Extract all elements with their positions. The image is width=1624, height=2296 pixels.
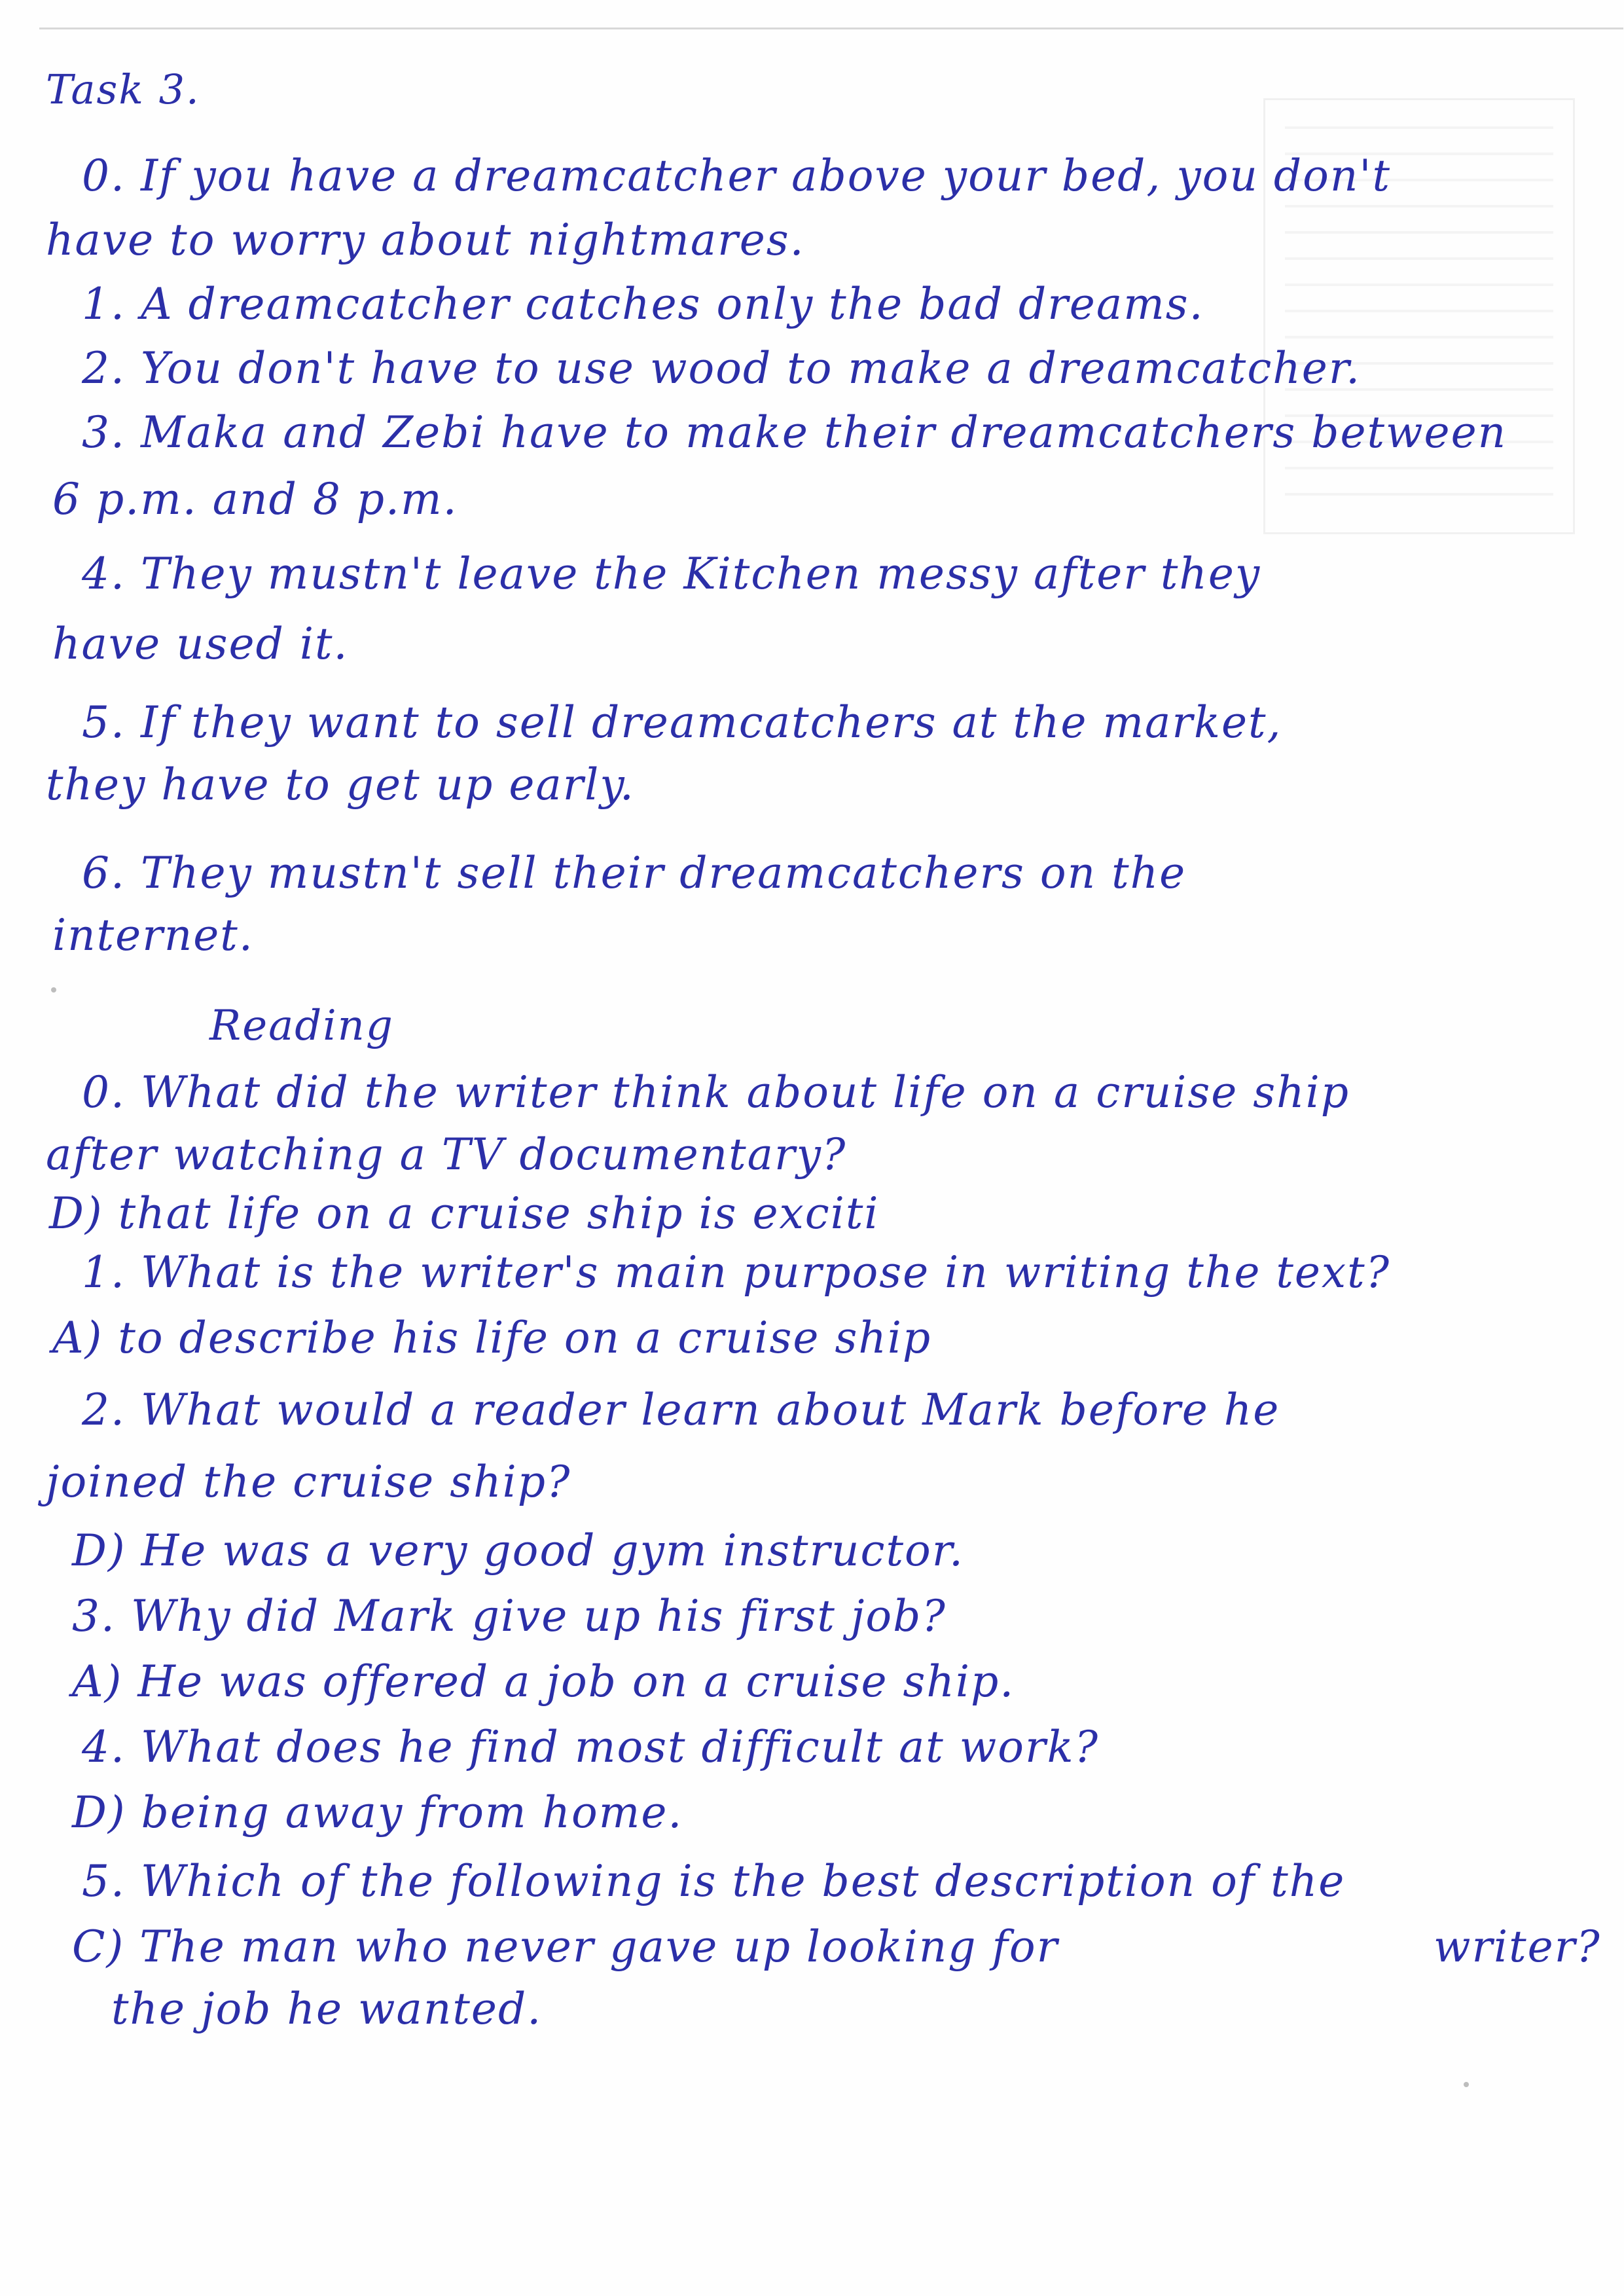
reading-line-1: 1. What is the writer's main purpose in writing the text? [82, 1247, 1391, 1298]
reading-line-2b: joined the cruise ship? [46, 1457, 571, 1507]
task-line-5a: 5. If they want to sell dreamcatchers at the market, [82, 697, 1282, 748]
reading-answer-2: D) He was a very good gym instructor. [72, 1525, 965, 1576]
reading-answer-4: D) being away from home. [72, 1787, 683, 1838]
task-title: Task 3. [46, 65, 200, 113]
reading-line-4: 4. What does he find most difficult at work? [82, 1722, 1099, 1772]
stray-dot [51, 987, 56, 993]
reading-answer-0: D) that life on a cruise ship is exciti [49, 1188, 880, 1239]
task-line-1: 1. A dreamcatcher catches only the bad dreams. [82, 279, 1204, 329]
task-line-0b: have to worry about nightmares. [46, 215, 805, 265]
reading-line-2a: 2. What would a reader learn about Mark before he [82, 1385, 1280, 1435]
reading-answer-5b: the job he wanted. [111, 1984, 543, 2034]
reading-line-0a: 0. What did the writer think about life on a cruise ship [82, 1067, 1350, 1118]
task-line-5b: they have to get up early. [46, 759, 635, 810]
task-line-0a: 0. If you have a dreamcatcher above your bed, you don't [82, 151, 1392, 201]
reading-heading: Reading [209, 1002, 394, 1050]
page-top-rule [39, 27, 1623, 29]
task-line-6a: 6. They mustn't sell their dreamcatchers on the [82, 848, 1187, 898]
reading-line-0b: after watching a TV documentary? [46, 1129, 847, 1180]
reading-answer-5a: C) The man who never gave up looking for [72, 1922, 1059, 1972]
task-line-3a: 3. Maka and Zebi have to make their dreamcatchers between [82, 407, 1507, 458]
reading-answer-3: A) He was offered a job on a cruise ship. [72, 1656, 1015, 1707]
reading-line-5: 5. Which of the following is the best description of the [82, 1856, 1346, 1906]
task-line-4a: 4. They mustn't leave the Kitchen messy after they [82, 549, 1261, 599]
task-line-3b: 6 p.m. and 8 p.m. [52, 474, 458, 524]
task-line-4b: have used it. [52, 619, 349, 669]
reading-line-5-end: writer? [1434, 1922, 1601, 1972]
reading-answer-1: A) to describe his life on a cruise ship [52, 1313, 932, 1363]
task-line-2: 2. You don't have to use wood to make a dreamcatcher. [82, 343, 1362, 393]
stray-dot-2 [1464, 2082, 1469, 2087]
task-line-6b: internet. [52, 910, 254, 960]
reading-line-3: 3. Why did Mark give up his first job? [72, 1591, 947, 1641]
